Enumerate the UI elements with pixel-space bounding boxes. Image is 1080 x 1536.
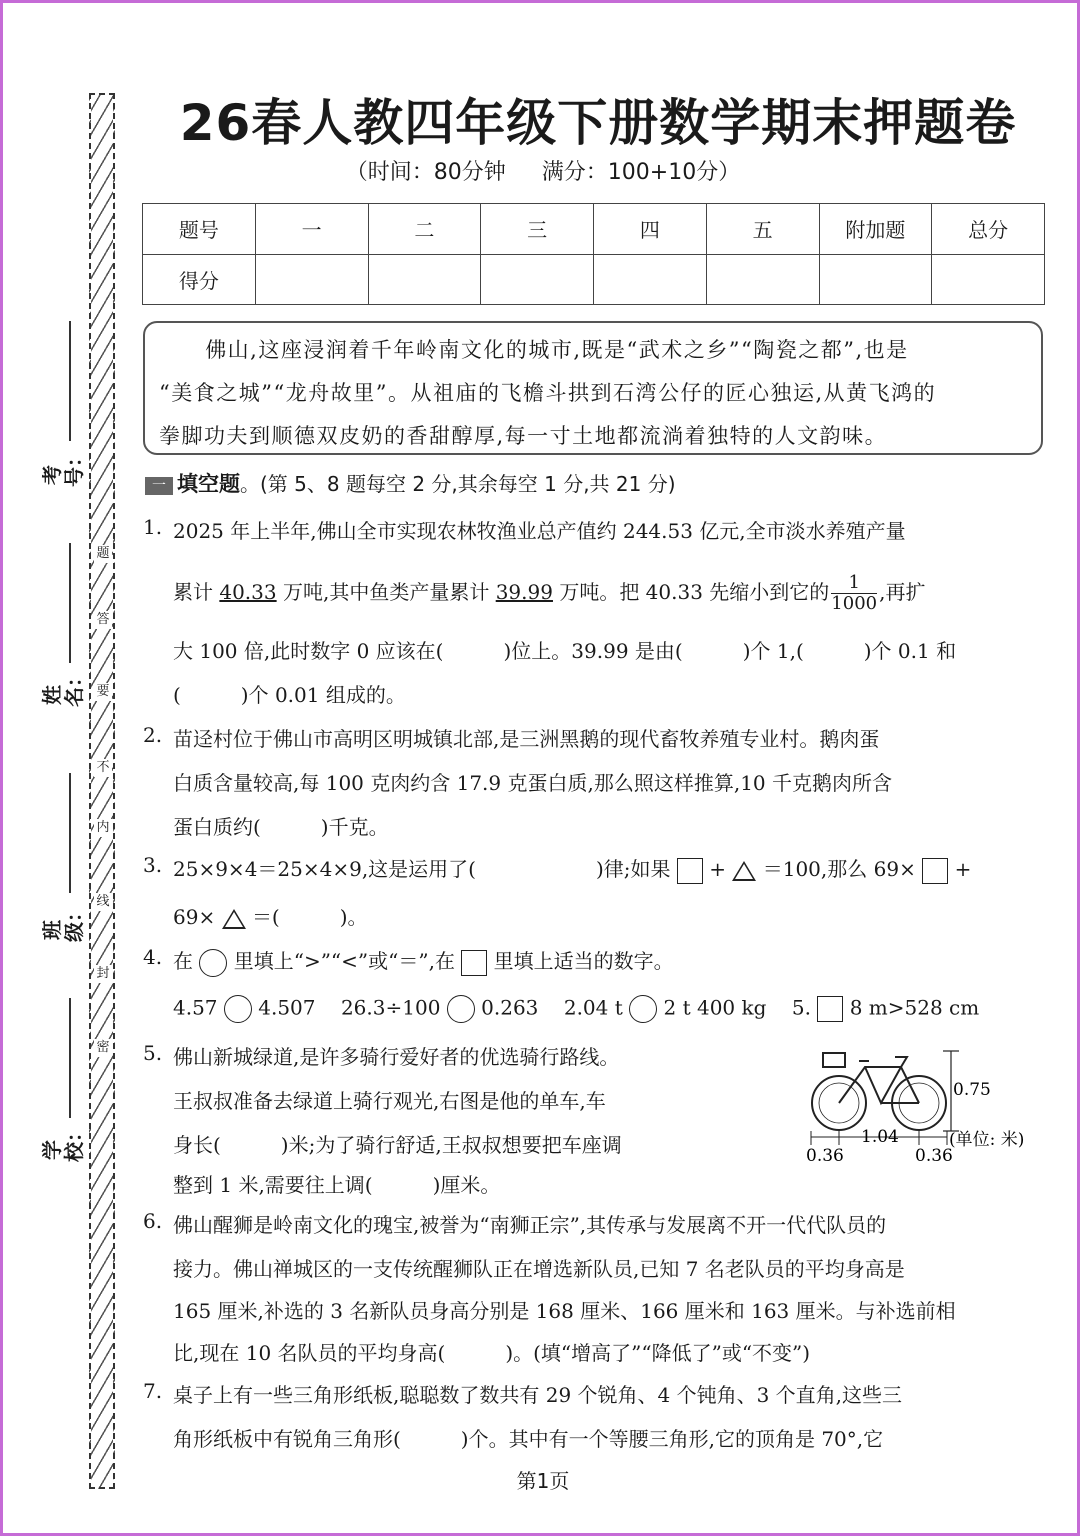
score-header-cell: 三	[481, 204, 594, 255]
section-heading	[145, 468, 676, 498]
question-number: 2.	[143, 723, 163, 747]
blank-circle[interactable]	[447, 995, 475, 1023]
question-number: 4.	[143, 945, 163, 969]
score-header-cell: 四	[594, 204, 707, 255]
figure-left-label: 0.36	[806, 1146, 844, 1166]
triangle-symbol	[732, 861, 756, 881]
exam-page: 题 答 要 不 内 线 封 密 考号： 姓名： 班级： 学校： 26春人教四年级下册数学期末押题卷 （时间：80分钟 满分：100+10分） 题号 一 二 三 四 五 附加题 总分 得分 佛山,这座浸润着千年岭南文化的城市,既是“武术之乡”“陶瓷之都”,也是 “美食之城”“龙舟故里”。从祖庙的飞檐斗拱到石湾公仔的匠心独运,从黄飞鸿的 拳脚功夫到顺德双皮奶的香甜醇厚,每一寸土地都流淌着独特的人文韵味。 一 填空题。(第 5、8 题每空 2 分,其余每空 1 分,共 21 分) 1. 2025 年上半年,佛山全市实现农林牧渔业总产值约 244.53 亿元,全市淡水养殖产量 累计 40.33 万吨,其中鱼类产量累计 39.99 万吨。把 40.33 先缩小到它的 $\frac{1}{1000}$ ,再扩 大 100 倍,此时数字 0 应该在( )位上。39.99 是由( )个 1,( )个 0.1 和 ( )个 0.01 组成的。 2. 苗迳村位于佛山市高明区明城镇北部,是三洲黑鹅的现代畜牧养殖专业村。鹅肉蛋 白质含量较高,每 100 克肉约含 17.9 克蛋白质,那么照这样推算,10 千克鹅肉所含 蛋白质约( )千克。 3. 25×9×4＝25×4×9,这是运用了( )律;如果 + ＝100,那么 69× + 69× ＝( )。 4. 在 里填上“>”“<”或“＝”,在 里填上适当的数字。 4.57 4.507 26.3÷100 0.263 2.04 t 2 t 400 kg 5. 8 m>528 cm 5. 佛山新城绿道,是许多骑行爱好者的优选骑行路线。 王叔叔准备去绿道上骑行观光,右图是他的单车,车 身长( )米;为了骑行舒适,王叔叔想要把车座调 整到 1 米,需要往上调( )厘米。 0.75 1.04 0.36 0.36 (单位: 米) 6. 佛山醒狮是岭南文化的瑰宝,被誉为“南狮正宗”,其传承与发展离不开一代代队员的 接力。佛山禅城区的一支传统醒狮队正在增选新队员,已知 7 名老队员的平均身高是 165 厘米,补选的 3 名新队员身高分别是 168 厘米、166 厘米和 163 厘米。与补选前相 比,现在 10 名队员的平均身高( )。(填“增高了”“降低了”或“不变”) 7. 桌子上有一些三角形纸板,聪聪数了数共有 29 个锐角、4 个钝角、3 个直角,这些三 角形纸板中有锐角三角形( )个。其中有一个等腰三角形,它的顶角是 70°,它 第1页	[0, 0, 1080, 1536]
score-cell[interactable]	[255, 254, 368, 305]
score-header-cell: 附加题	[819, 204, 932, 255]
score-header-cell: 总分	[932, 204, 1045, 255]
page-number: 第1页	[516, 1469, 570, 1493]
score-cell[interactable]	[819, 254, 932, 305]
intro-box	[143, 321, 1043, 455]
intro-line: 佛山,这座浸润着千年岭南文化的城市,既是“武术之乡”“陶瓷之都”,也是	[205, 338, 909, 362]
seal-char: 题	[94, 545, 112, 563]
question-text: 佛山醒狮是岭南文化的瑰宝,被誉为“南狮正宗”,其传承与发展离不开一代代队员的	[173, 1213, 887, 1237]
blank-square[interactable]	[461, 950, 487, 976]
triangle-symbol	[222, 909, 246, 929]
seal-char: 答	[94, 611, 112, 629]
seal-line-strip	[89, 93, 115, 1489]
seal-char: 线	[94, 893, 112, 911]
question-text: 25×9×4＝25×4×9,这是运用了( )律;如果 + ＝100,那么 69× +	[173, 853, 971, 884]
score-cell[interactable]	[368, 254, 481, 305]
score-header-cell: 一	[255, 204, 368, 255]
page-title: 26春人教四年级下册数学期末押题卷	[179, 94, 1017, 152]
score-header-cell: 二	[368, 204, 481, 255]
score-table	[142, 203, 1045, 305]
figure-height-label: 0.75	[953, 1080, 991, 1100]
blank-circle[interactable]	[199, 949, 227, 977]
question-text: 大 100 倍,此时数字 0 应该在( )位上。39.99 是由( )个 1,( )个 0.1 和	[173, 639, 957, 663]
section-note: 。(第 5、8 题每空 2 分,其余每空 1 分,共 21 分)	[240, 472, 676, 496]
blank-square[interactable]	[817, 996, 843, 1022]
seal-char: 封	[94, 965, 112, 983]
seal-char: 密	[94, 1039, 112, 1057]
question-text: 王叔叔准备去绿道上骑行观光,右图是他的单车,车	[173, 1089, 606, 1113]
score-row-label: 得分	[143, 254, 256, 305]
seal-char: 内	[94, 819, 112, 837]
question-text: 蛋白质约( )千克。	[173, 815, 389, 839]
score-header-cell: 题号	[143, 204, 256, 255]
question-text: 苗迳村位于佛山市高明区明城镇北部,是三洲黑鹅的现代畜牧养殖专业村。鹅肉蛋	[173, 727, 880, 751]
field-line	[69, 543, 71, 663]
question-text: 接力。佛山禅城区的一支传统醒狮队正在增选新队员,已知 7 名老队员的平均身高是	[173, 1257, 905, 1281]
fraction: $\frac{1}{1000}$	[831, 572, 878, 614]
question-number: 5.	[143, 1041, 163, 1065]
table-row	[143, 204, 1045, 255]
bicycle-figure	[803, 1041, 1043, 1171]
field-line	[69, 773, 71, 893]
question-number: 3.	[143, 853, 163, 877]
question-text: 身长( )米;为了骑行舒适,王叔叔想要把车座调	[173, 1133, 622, 1157]
blank-square[interactable]	[677, 858, 703, 884]
figure-middle-label: 1.04	[861, 1127, 899, 1147]
field-line	[69, 998, 71, 1118]
score-header-cell: 五	[706, 204, 819, 255]
question-text: 69× ＝( )。	[173, 905, 368, 929]
score-cell[interactable]	[706, 254, 819, 305]
seal-char: 不	[94, 759, 112, 777]
question-text: ( )个 0.01 组成的。	[173, 683, 406, 707]
figure-right-label: 0.36	[915, 1146, 953, 1166]
exam-full-score: 满分：100+10分）	[541, 160, 741, 185]
section-title: 填空题	[177, 472, 240, 496]
question-text: 累计 40.33 万吨,其中鱼类产量累计 39.99 万吨。把 40.33 先缩小到它的 $\frac{1}{1000}$ ,再扩	[173, 572, 926, 614]
section-badge: 一	[145, 477, 173, 495]
question-number: 6.	[143, 1209, 163, 1233]
score-cell[interactable]	[932, 254, 1045, 305]
question-text: 整到 1 米,需要往上调( )厘米。	[173, 1173, 501, 1197]
table-row	[143, 254, 1045, 305]
question-text: 在 里填上“>”“<”或“＝”,在 里填上适当的数字。	[173, 945, 674, 977]
exam-info	[153, 155, 933, 186]
score-cell[interactable]	[594, 254, 707, 305]
intro-line: 拳脚功夫到顺德双皮奶的香甜醇厚,每一寸土地都流淌着独特的人文韵味。	[159, 424, 888, 448]
field-line	[69, 321, 71, 441]
exam-time: （时间：80分钟	[345, 160, 506, 185]
question-text: 比,现在 10 名队员的平均身高( )。(填“增高了”“降低了”或“不变”)	[173, 1341, 811, 1365]
comparison-row: 4.57 4.507 26.3÷100 0.263 2.04 t 2 t 400 kg 5. 8 m>528 cm	[173, 995, 979, 1023]
question-text: 桌子上有一些三角形纸板,聪聪数了数共有 29 个锐角、4 个钝角、3 个直角,这些三	[173, 1383, 903, 1407]
blank-circle[interactable]	[629, 995, 657, 1023]
question-text: 角形纸板中有锐角三角形( )个。其中有一个等腰三角形,它的顶角是 70°,它	[173, 1427, 884, 1451]
score-cell[interactable]	[481, 254, 594, 305]
intro-line: “美食之城”“龙舟故里”。从祖庙的飞檐斗拱到石湾公仔的匠心独运,从黄飞鸿的	[159, 381, 937, 405]
question-text: 白质含量较高,每 100 克肉约含 17.9 克蛋白质,那么照这样推算,10 千克鹅肉所含	[173, 771, 893, 795]
question-number: 7.	[143, 1379, 163, 1403]
blank-square[interactable]	[922, 858, 948, 884]
figure-unit-label: (单位: 米)	[949, 1130, 1025, 1150]
blank-circle[interactable]	[224, 995, 252, 1023]
question-text: 2025 年上半年,佛山全市实现农林牧渔业总产值约 244.53 亿元,全市淡水养殖产量	[173, 519, 906, 543]
seal-char: 要	[94, 683, 112, 701]
question-text: 165 厘米,补选的 3 名新队员身高分别是 168 厘米、166 厘米和 163 厘米。与补选前相	[173, 1299, 956, 1323]
question-number: 1.	[143, 515, 163, 539]
question-text: 佛山新城绿道,是许多骑行爱好者的优选骑行路线。	[173, 1045, 620, 1069]
